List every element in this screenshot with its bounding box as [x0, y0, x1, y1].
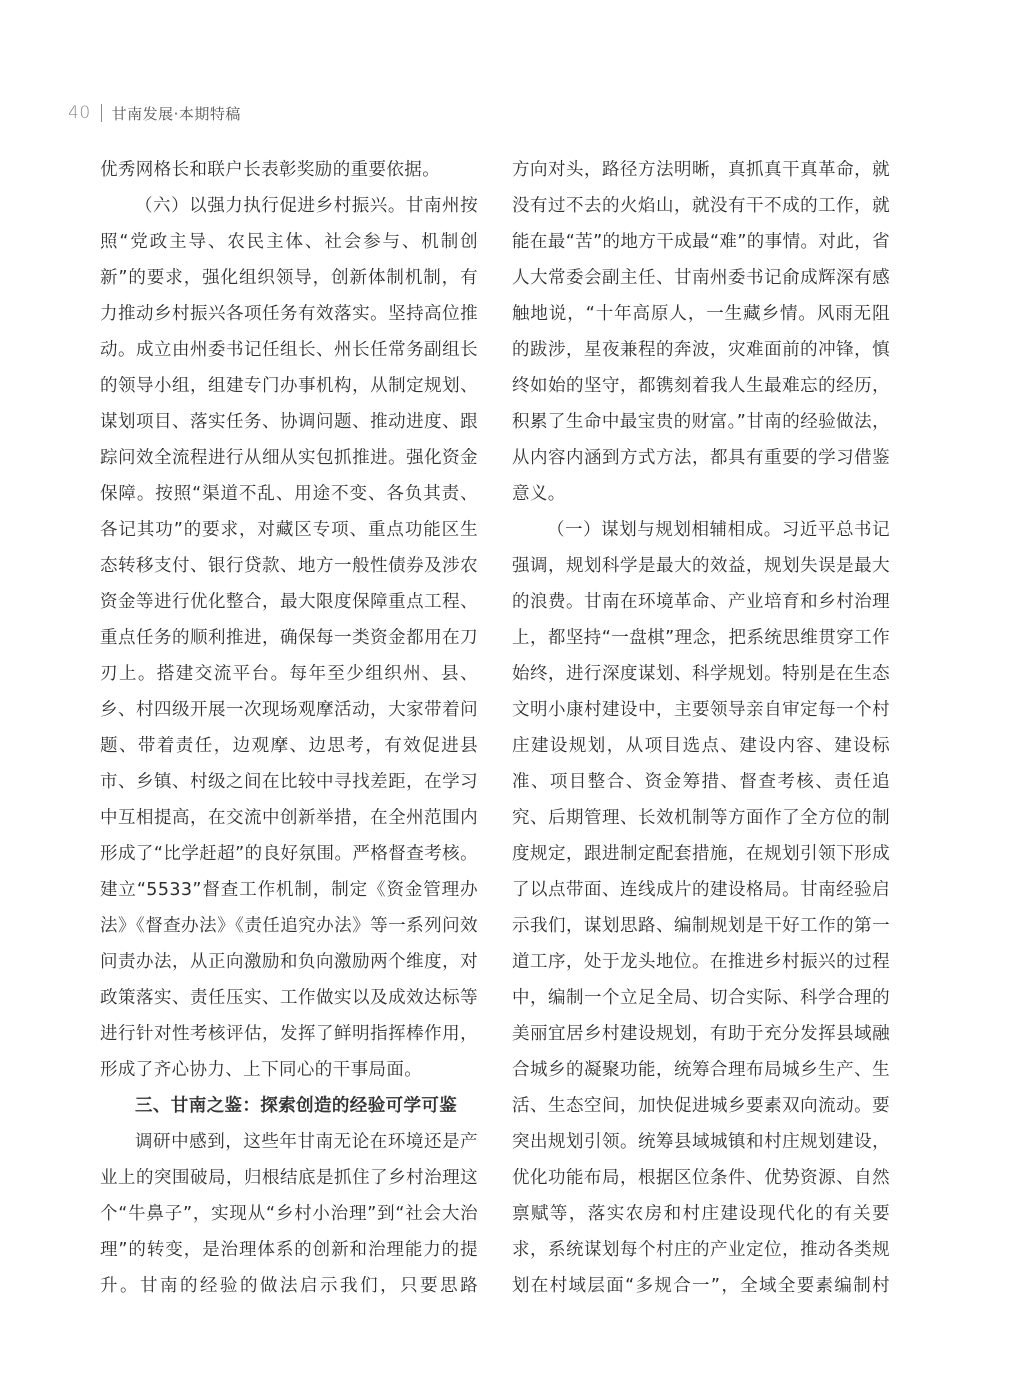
paragraph: 调研中感到，这些年甘南无论在环境还是产业上的突围破局，归根结底是抓住了乡村治理这个“牛鼻子”，实现从“乡村小治理”到“社会大治理”的转变，是治理体系的创新和治理能力的提升。甘南的经验的做法启示我们，只要思路	[100, 1132, 478, 1296]
paragraph: 优秀网格长和联户长表彰奖励的重要依据。	[100, 160, 441, 180]
header-divider	[101, 104, 102, 122]
section-heading: 三、甘南之鉴：探索创造的经验可学可鉴	[135, 1096, 458, 1116]
right-column	[512, 152, 890, 1304]
paragraph: （一）谋划与规划相辅相成。习近平总书记强调，规划科学是最大的效益，规划失误是最大的浪费。甘南在环境革命、产业培育和乡村治理上，都坚持“一盘棋”理念，把系统思维贯穿工作始终，进行深度谋划、科学规划。特别是在生态文明小康村建设中，主要领导亲自审定每一个村庄建设规划，从项目选点、建设内容、建设标准、项目整合、资金筹措、督查考核、责任追究、后期管理、长效机制等方面作了全方位的制度规定，跟进制定配套措施，在规划引领下形成了以点带面、连线成片的建设格局。甘南经验启示我们，谋划思路、编制规划是干好工作的第一道工序，处于龙头地位。在推进乡村振兴的过程中，编制一个立足全局、切合实际、科学合理的美丽宜居乡村建设规划，有助于充分发挥县域融合城乡的凝聚功能，统筹合理布局城乡生产、生活、生态空间，加快促进城乡要素双向流动。要突出规划引领。统筹县域城镇和村庄规划建设，优化功能布局，根据区位条件、优势资源、自然禀赋等，落实农房和村庄建设现代化的有关要求，系统谋划每个村庄的产业定位，推动各类规划在村域层面“多规合一”，全域全要素编制村	[512, 520, 890, 1296]
page-header	[68, 99, 241, 127]
left-column	[100, 152, 478, 1304]
paragraph: 方向对头，路径方法明晰，真抓真干真革命，就没有过不去的火焰山，就没有干不成的工作，就能在最“苦”的地方干成最“难”的事情。对此，省人大常委会副主任、甘南州委书记俞成辉深有感触地说，“十年高原人，一生藏乡情。风雨无阻的跋涉，星夜兼程的奔波，灾难面前的冲锋，慎终如始的坚守，都镌刻着我人生最难忘的经历，积累了生命中最宝贵的财富。”甘南的经验做法，从内容内涵到方式方法，都具有重要的学习借鉴意义。	[512, 160, 890, 504]
paragraph: （六）以强力执行促进乡村振兴。甘南州按照“党政主导、农民主体、社会参与、机制创新”的要求，强化组织领导，创新体制机制，有力推动乡村振兴各项任务有效落实。坚持高位推动。成立由州委书记任组长、州长任常务副组长的领导小组，组建专门办事机构，从制定规划、谋划项目、落实任务、协调问题、推动进度、跟踪问效全流程进行从细从实包抓推进。强化资金保障。按照“渠道不乱、用途不变、各负其责、各记其功”的要求，对藏区专项、重点功能区生态转移支付、银行贷款、地方一般性债券及涉农资金等进行优化整合，最大限度保障重点工程、重点任务的顺利推进，确保每一类资金都用在刀刃上。搭建交流平台。每年至少组织州、县、乡、村四级开展一次现场观摩活动，大家带着问题、带着责任，边观摩、边思考，有效促进县市、乡镇、村级之间在比较中寻找差距，在学习中互相提高，在交流中创新举措，在全州范围内形成了“比学赶超”的良好氛围。严格督查考核。建立“5533”督查工作机制，制定《资金管理办法》《督查办法》《责任追究办法》等一系列问效问责办法，从正向激励和负向激励两个维度，对政策落实、责任压实、工作做实以及成效达标等进行针对性考核评估，发挥了鲜明指挥棒作用，形成了齐心协力、上下同心的干事局面。	[100, 196, 478, 1080]
running-title: 甘南发展·本期特稿	[111, 104, 241, 123]
page-number: 40	[68, 103, 91, 123]
